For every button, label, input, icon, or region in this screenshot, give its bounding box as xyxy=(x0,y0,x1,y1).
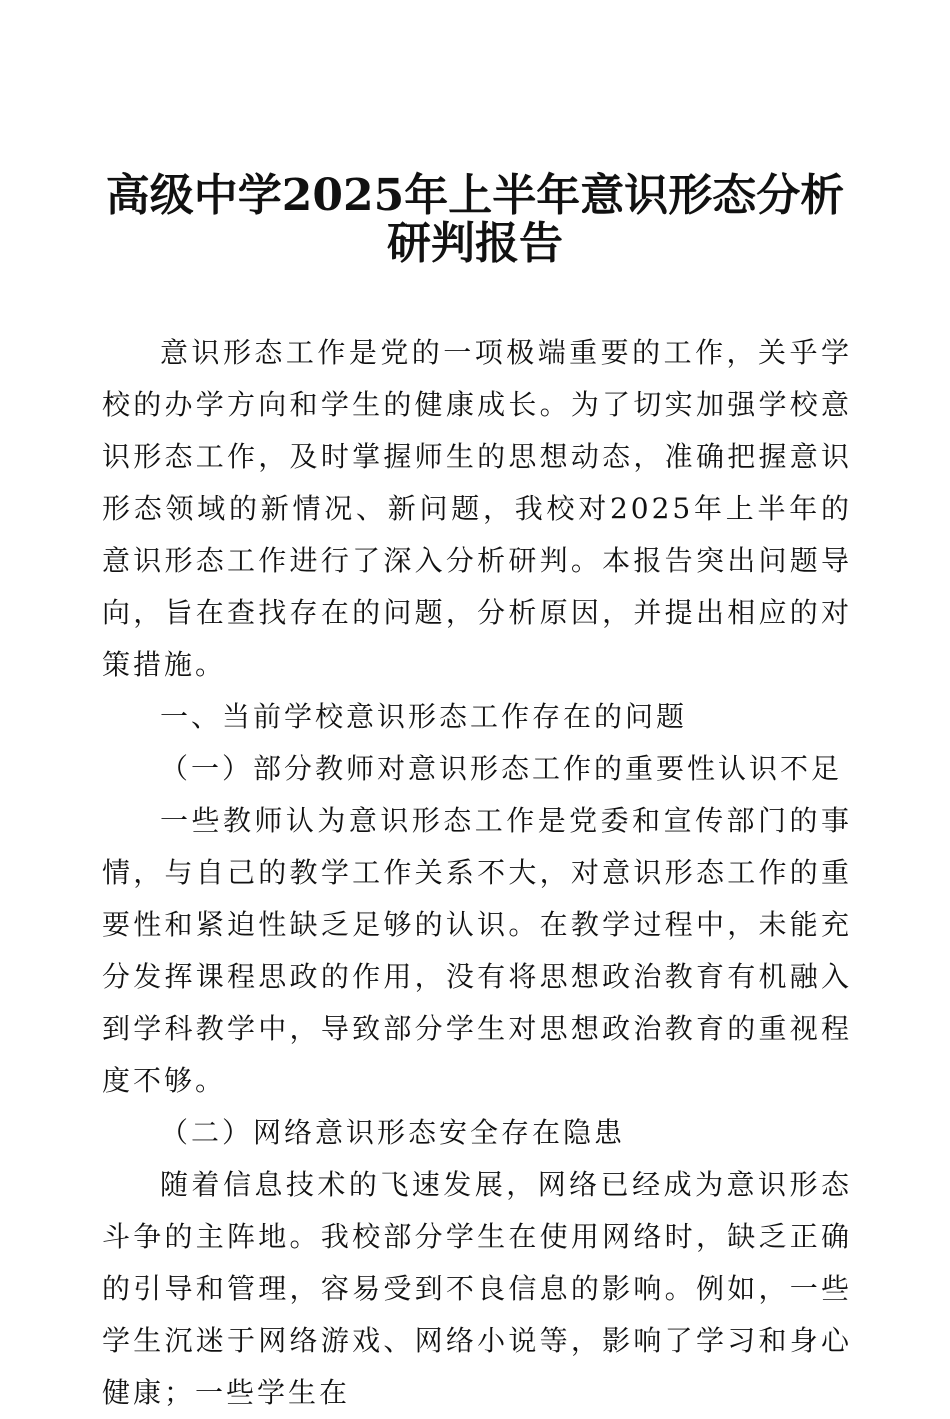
paragraph-intro: 意识形态工作是党的一项极端重要的工作，关乎学校的办学方向和学生的健康成长。为了切实加强学校意识形态工作，及时掌握师生的思想动态，准确把握意识形态领域的新情况、新问题，我校对2025年上半年的意识形态工作进行了深入分析研判。本报告突出问题导向，旨在查找存在的问题，分析原因，并提出相应的对策措施。 xyxy=(102,336,852,681)
paragraph-1: 一些教师认为意识形态工作是党委和宣传部门的事情，与自己的教学工作关系不大，对意识形态工作的重要性和紧迫性缺乏足够的认识。在教学过程中，未能充分发挥课程思政的作用，没有将思想政治教育有机融入到学科教学中，导致部分学生对思想政治教育的重视程度不够。 xyxy=(102,804,852,1097)
subsection-heading-2: （二）网络意识形态安全存在隐患 xyxy=(160,1116,626,1149)
paragraph-2: 随着信息技术的飞速发展，网络已经成为意识形态斗争的主阵地。我校部分学生在使用网络时，缺乏正确的引导和管理，容易受到不良信息的影响。例如，一些学生沉迷于网络游戏、网络小说等，影响了学习和身心健康；一些学生在 xyxy=(102,1168,852,1409)
document-body xyxy=(102,327,852,1419)
subsection-heading-1: （一）部分教师对意识形态工作的重要性认识不足 xyxy=(160,752,843,785)
document-title: 高级中学2025年上半年意识形态分析研判报告 xyxy=(105,170,845,269)
section-heading-1: 一、当前学校意识形态工作存在的问题 xyxy=(160,700,688,733)
